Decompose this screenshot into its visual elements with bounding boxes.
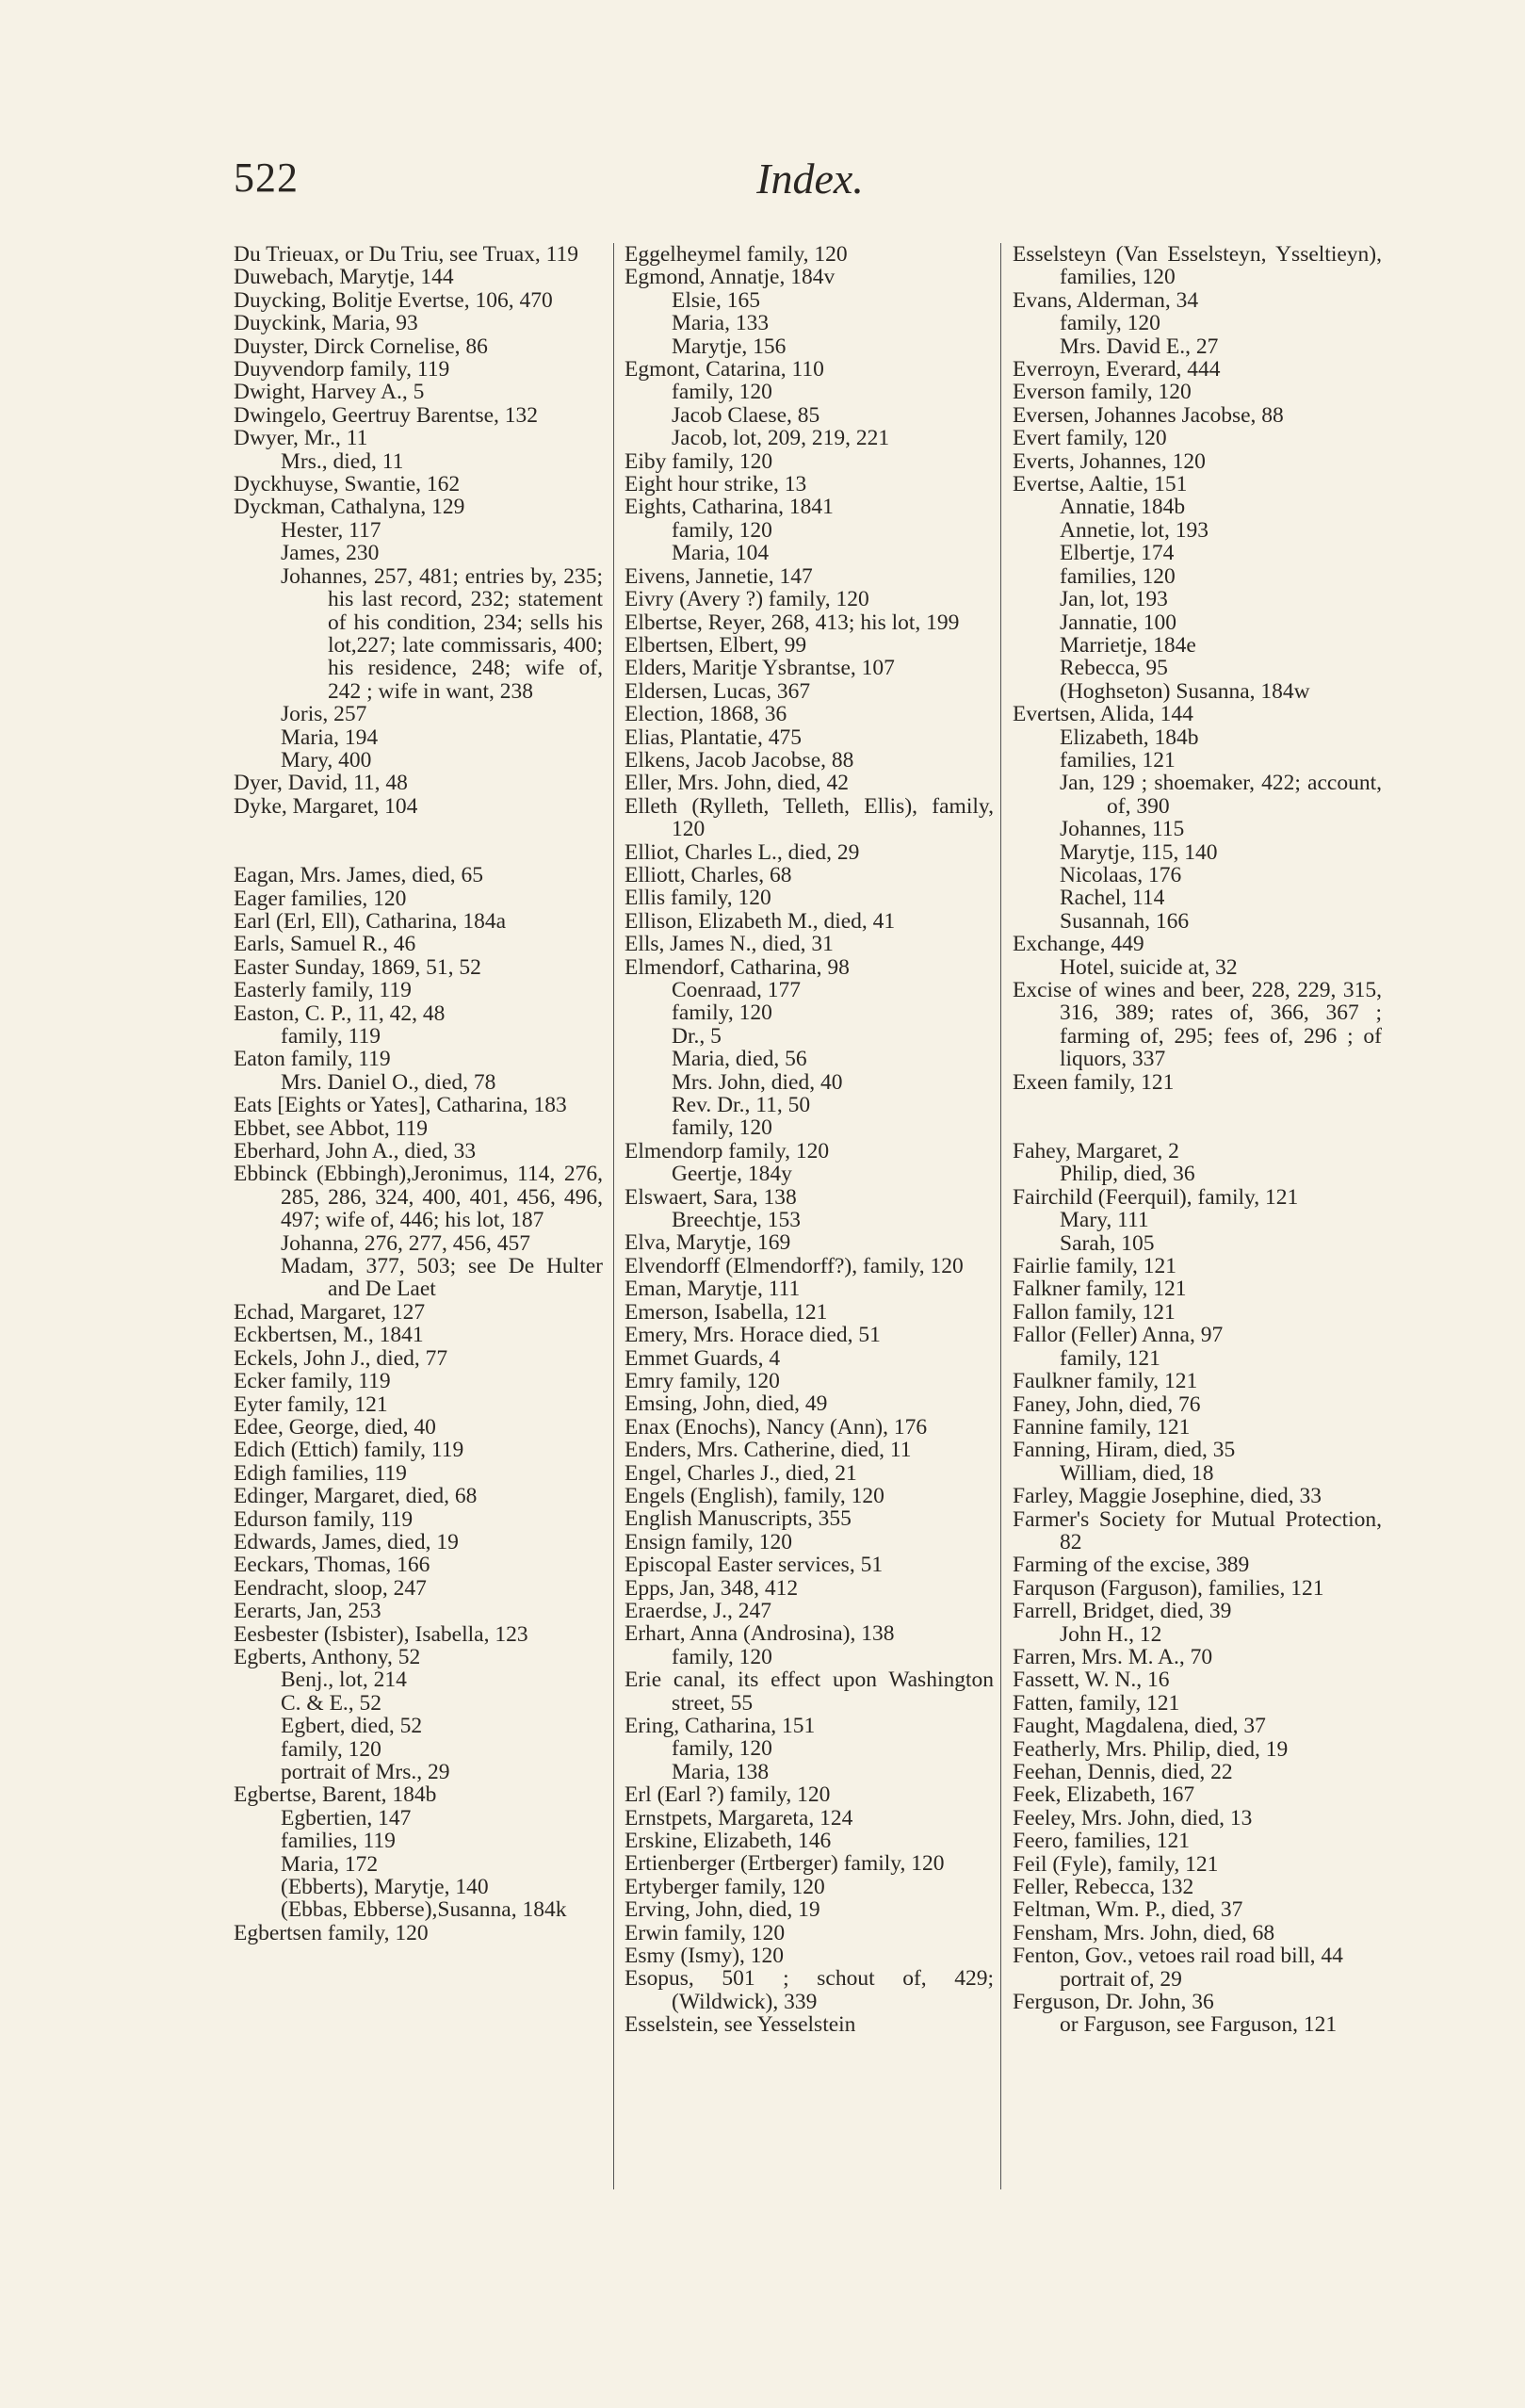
index-entry: Eaton family, 119	[234, 1047, 391, 1072]
index-entry: Edigh families, 119	[234, 1460, 407, 1486]
index-subentry: families, 121	[1060, 747, 1176, 773]
index-entry: Eman, Marytje, 111	[625, 1277, 801, 1302]
index-entry: Dyckhuyse, Swantie, 162	[234, 472, 461, 497]
index-subentry: Dr., 5	[672, 1023, 722, 1049]
index-subentry: William, died, 18	[1060, 1460, 1214, 1486]
index-subentry: Elsie, 165	[672, 287, 760, 313]
index-subentry: families, 119	[281, 1829, 396, 1854]
index-entry: Erl (Earl ?) family, 120	[625, 1782, 831, 1808]
index-entry: Eesbester (Isbister), Isabella, 123	[234, 1621, 528, 1647]
index-subentry: family, 120	[672, 1644, 772, 1669]
index-entry: Evans, Alderman, 34	[1013, 287, 1199, 313]
index-entry: Feltman, Wm. P., died, 37	[1013, 1897, 1243, 1923]
index-entry: Elva, Marytje, 169	[625, 1230, 791, 1256]
index-entry: Ebbinck (Ebbingh),Jeronimus, 114, 276, 285, 286, 324, 400, 401, 456, 496, 497; wife of, 446; his lot, 187	[234, 1162, 603, 1233]
index-entry: Egbertsen family, 120	[234, 1920, 429, 1945]
index-subentry: Mary, 400	[281, 747, 372, 773]
index-entry: Engels (English), family, 120	[625, 1483, 884, 1508]
index-entry: Feeley, Mrs. John, died, 13	[1013, 1805, 1253, 1830]
index-entry: Edurson family, 119	[234, 1506, 414, 1532]
index-entry: Eraerdse, J., 247	[625, 1598, 771, 1623]
index-entry: Feero, families, 121	[1013, 1829, 1190, 1854]
index-entry: Esselstein, see Yesselstein	[625, 2012, 856, 2038]
index-entry: Eight hour strike, 13	[625, 472, 807, 497]
index-entry: Elliot, Charles L., died, 29	[625, 839, 860, 865]
index-subentry: Marrietje, 184e	[1060, 632, 1196, 658]
index-entry: Eights, Catharina, 1841	[625, 495, 834, 520]
index-subentry: Rebecca, 95	[1060, 656, 1168, 681]
index-subentry: Mrs. David E., 27	[1060, 334, 1219, 359]
index-entry: Exchange, 449	[1013, 932, 1144, 957]
index-subentry: Sarah, 105	[1060, 1230, 1155, 1256]
index-subentry: Jannatie, 100	[1060, 610, 1176, 635]
index-entry: Edwards, James, died, 19	[234, 1529, 459, 1554]
index-entry: Emry family, 120	[625, 1368, 780, 1393]
index-subentry: Maria, 138	[672, 1759, 770, 1784]
index-subentry: Maria, 172	[281, 1851, 379, 1877]
index-entry: Ensign family, 120	[625, 1529, 792, 1554]
index-entry: Fannine family, 121	[1013, 1414, 1191, 1440]
index-entry: Farren, Mrs. M. A., 70	[1013, 1644, 1213, 1669]
page-title: Index.	[756, 155, 864, 203]
index-entry: Eiby family, 120	[625, 448, 773, 474]
index-entry: Du Trieuax, or Du Triu, see Truax, 119	[234, 242, 579, 267]
index-entry: Ellis family, 120	[625, 886, 771, 911]
index-entry: Echad, Margaret, 127	[234, 1299, 426, 1325]
index-entry: Earls, Samuel R., 46	[234, 932, 416, 957]
index-subentry: Jacob, lot, 209, 219, 221	[672, 426, 890, 451]
index-entry: Fatten, family, 121	[1013, 1690, 1180, 1716]
index-subentry: Hotel, suicide at, 32	[1060, 954, 1238, 980]
index-entry: Ellison, Elizabeth M., died, 41	[625, 908, 896, 934]
index-entry: Ering, Catharina, 151	[625, 1714, 816, 1738]
index-entry: Elders, Maritje Ysbrantse, 107	[625, 656, 895, 681]
index-subentry: family, 121	[1060, 1345, 1160, 1371]
index-entry: Elliott, Charles, 68	[625, 862, 792, 887]
index-entry: Esopus, 501 ; schout of, 429; (Wildwick), 339	[625, 1966, 994, 2014]
index-subentry: Susannah, 166	[1060, 908, 1190, 934]
index-subentry: family, 120	[672, 517, 772, 543]
index-entry: Episcopal Easter services, 51	[625, 1553, 884, 1578]
index-entry: Enax (Enochs), Nancy (Ann), 176	[625, 1414, 928, 1440]
index-subentry: Johanna, 276, 277, 456, 457	[281, 1230, 531, 1256]
index-entry: Eldersen, Lucas, 367	[625, 678, 811, 704]
index-entry: Duwebach, Marytje, 144	[234, 265, 454, 290]
index-subentry: Breechtje, 153	[672, 1208, 802, 1233]
index-entry: Evertse, Aaltie, 151	[1013, 472, 1188, 497]
index-entry: Elmendorf, Catharina, 98	[625, 954, 850, 980]
index-subentry: Geertje, 184y	[672, 1162, 792, 1187]
index-entry: Feller, Rebecca, 132	[1013, 1875, 1194, 1900]
index-subentry: Madam, 377, 503; see De Hulter and De Laet	[281, 1254, 603, 1302]
index-entry: Everson family, 120	[1013, 380, 1192, 405]
index-entry: Dyer, David, 11, 48	[234, 771, 408, 796]
index-subentry: or Farguson, see Farguson, 121	[1060, 2012, 1338, 2038]
index-entry: Farmer's Society for Mutual Protection, 82	[1013, 1506, 1382, 1554]
section-gap	[1013, 1094, 1382, 1140]
index-subentry: Elizabeth, 184b	[1060, 724, 1199, 750]
index-entry: Fairlie family, 121	[1013, 1254, 1177, 1279]
index-entry: Elswaert, Sara, 138	[625, 1184, 797, 1210]
index-entry: Dwyer, Mr., 11	[234, 426, 368, 451]
index-entry: Eberhard, John A., died, 33	[234, 1139, 477, 1164]
index-entry: Fassett, W. N., 16	[1013, 1668, 1170, 1693]
index-entry: Eversen, Johannes Jacobse, 88	[1013, 402, 1284, 428]
column-divider	[613, 243, 614, 2189]
index-subentry: portrait of Mrs., 29	[281, 1760, 450, 1784]
index-subentry: Annatie, 184b	[1060, 495, 1186, 520]
index-entry: Eats [Eights or Yates], Catharina, 183	[234, 1093, 567, 1118]
index-entry: Featherly, Mrs. Philip, died, 19	[1013, 1736, 1289, 1762]
index-entry: Eagan, Mrs. James, died, 65	[234, 863, 483, 888]
index-subentry: Annetie, lot, 193	[1060, 517, 1209, 543]
index-subentry: Jacob Claese, 85	[672, 402, 820, 428]
index-subentry: C. & E., 52	[281, 1690, 382, 1716]
index-subentry: family, 119	[281, 1024, 381, 1049]
index-entry: Farming of the excise, 389	[1013, 1553, 1250, 1578]
index-entry: Eggelheymel family, 120	[625, 242, 848, 267]
index-subentry: (Ebbas, Ebberse),Susanna, 184k	[281, 1897, 567, 1923]
index-entry: Feek, Elizabeth, 167	[1013, 1782, 1195, 1808]
index-entry: Edinger, Margaret, died, 68	[234, 1484, 478, 1509]
index-entry: Elbertse, Reyer, 268, 413; his lot, 199	[625, 610, 960, 635]
index-entry: Eerarts, Jan, 253	[234, 1599, 381, 1624]
index-subentry: Maria, 133	[672, 311, 770, 336]
index-entry: Ebbet, see Abbot, 119	[234, 1115, 429, 1141]
index-entry: Evert family, 120	[1013, 426, 1167, 451]
index-subentry: Coenraad, 177	[672, 978, 802, 1002]
index-entry: Faney, John, died, 76	[1013, 1391, 1201, 1417]
index-entry: Faulkner family, 121	[1013, 1369, 1198, 1394]
index-entry: Easter Sunday, 1869, 51, 52	[234, 954, 481, 980]
index-entry: Erskine, Elizabeth, 146	[625, 1829, 832, 1854]
index-entry: Eendracht, sloop, 247	[234, 1575, 427, 1601]
index-entry: Excise of wines and beer, 228, 229, 315, 316, 389; rates of, 366, 367 ; farming of, 295; fees of, 296 ; of liquors, 337	[1013, 978, 1382, 1072]
index-subentry: Joris, 257	[281, 702, 367, 727]
index-entry: Fallon family, 121	[1013, 1299, 1176, 1325]
index-entry: Ertyberger family, 120	[625, 1874, 825, 1899]
index-entry: Eivry (Avery ?) family, 120	[625, 587, 869, 612]
index-subentry: Egbertien, 147	[281, 1805, 412, 1830]
page-number: 522	[234, 155, 299, 201]
index-subentry: John H., 12	[1060, 1621, 1162, 1647]
index-subentry: (Ebberts), Marytje, 140	[281, 1875, 489, 1900]
index-subentry: portrait of, 29	[1060, 1966, 1182, 1992]
index-entry: Ernstpets, Margareta, 124	[625, 1805, 853, 1830]
index-entry: Elleth (Rylleth, Telleth, Ellis), family, 120	[625, 793, 994, 842]
index-subentry: Johannes, 115	[1060, 817, 1185, 842]
index-subentry: Benj., lot, 214	[281, 1668, 407, 1693]
index-subentry: Nicolaas, 176	[1060, 862, 1182, 887]
index-entry: Everroyn, Everard, 444	[1013, 357, 1221, 382]
index-subentry: family, 120	[1060, 311, 1160, 336]
index-subentry: Marytje, 156	[672, 334, 787, 359]
index-entry: Eyter family, 121	[234, 1391, 388, 1417]
index-entry: Easton, C. P., 11, 42, 48	[234, 1001, 446, 1026]
index-entry: Dyckman, Cathalyna, 129	[234, 495, 465, 520]
index-subentry: family, 120	[281, 1736, 381, 1762]
index-entry: Farrell, Bridget, died, 39	[1013, 1599, 1232, 1624]
index-entry: Eckels, John J., died, 77	[234, 1345, 448, 1371]
index-subentry: Maria, died, 56	[672, 1047, 807, 1072]
index-entry: Emmet Guards, 4	[625, 1345, 781, 1371]
index-entry: Emery, Mrs. Horace died, 51	[625, 1323, 881, 1348]
index-entry: Fanning, Hiram, died, 35	[1013, 1438, 1236, 1463]
index-subentry: Mary, 111	[1060, 1208, 1149, 1233]
index-entry: Enders, Mrs. Catherine, died, 11	[625, 1438, 912, 1463]
index-entry: Ertienberger (Ertberger) family, 120	[625, 1851, 945, 1877]
index-entry: English Manuscripts, 355	[625, 1506, 852, 1532]
index-subentry: James, 230	[281, 541, 380, 566]
index-entry: Falkner family, 121	[1013, 1277, 1187, 1302]
index-entry: Evertsen, Alida, 144	[1013, 702, 1193, 727]
index-entry: Erie canal, its effect upon Washington street, 55	[625, 1668, 994, 1716]
index-column-3	[1013, 243, 1382, 2037]
index-subentry: family, 120	[672, 1736, 772, 1762]
index-subentry: Mrs. John, died, 40	[672, 1069, 843, 1095]
index-subentry: Johannes, 257, 481; entries by, 235; his last record, 232; statement of his condition, 234; sells his lot,227; late commissaris, 400; his residence, 248; wife of, 242 ; wife in want, 238	[281, 563, 603, 704]
index-subentry: Elbertje, 174	[1060, 541, 1175, 566]
index-subentry: Hester, 117	[281, 517, 381, 543]
index-entry: Egmont, Catarina, 110	[625, 357, 824, 382]
index-entry: Easterly family, 119	[234, 978, 412, 1003]
index-entry: Engel, Charles J., died, 21	[625, 1460, 857, 1486]
index-column-1	[234, 243, 603, 1944]
index-subentry: family, 120	[672, 380, 772, 405]
index-entry: Duyvendorp family, 119	[234, 357, 450, 382]
index-entry: Eivens, Jannetie, 147	[625, 563, 813, 589]
index-entry: Elmendorp family, 120	[625, 1138, 830, 1163]
index-entry: Erving, John, died, 19	[625, 1897, 820, 1923]
index-entry: Dwingelo, Geertruy Barentse, 132	[234, 402, 539, 428]
index-entry: Ells, James N., died, 31	[625, 932, 834, 957]
index-entry: Faught, Magdalena, died, 37	[1013, 1714, 1266, 1739]
index-entry: Esmy (Ismy), 120	[625, 1944, 785, 1969]
index-entry: Edee, George, died, 40	[234, 1414, 436, 1440]
index-entry: Egbertse, Barent, 184b	[234, 1782, 437, 1808]
index-subentry: Rachel, 114	[1060, 886, 1165, 911]
index-subentry: Jan, lot, 193	[1060, 587, 1168, 612]
index-entry: Fensham, Mrs. John, died, 68	[1013, 1920, 1275, 1945]
index-subentry: (Hoghseton) Susanna, 184w	[1060, 678, 1310, 704]
index-entry: Egmond, Annatje, 184v	[625, 265, 836, 290]
column-divider	[1000, 243, 1001, 2189]
index-entry: Eller, Mrs. John, died, 42	[625, 771, 849, 796]
index-entry: Esselsteyn (Van Esselsteyn, Ysseltieyn), families, 120	[1013, 242, 1382, 290]
index-entry: Dwight, Harvey A., 5	[234, 380, 425, 405]
index-entry: Eeckars, Thomas, 166	[234, 1553, 430, 1578]
index-entry: Erwin family, 120	[625, 1920, 786, 1945]
index-entry: Edich (Ettich) family, 119	[234, 1438, 464, 1463]
index-entry: Elkens, Jacob Jacobse, 88	[625, 747, 854, 773]
index-entry: Eager families, 120	[234, 886, 407, 911]
index-entry: Feehan, Dennis, died, 22	[1013, 1760, 1233, 1784]
index-subentry: Egbert, died, 52	[281, 1714, 423, 1739]
index-entry: Ferguson, Dr. John, 36	[1013, 1990, 1214, 2015]
index-entry: Elias, Plantatie, 475	[625, 724, 802, 750]
index-subentry: Mrs. Daniel O., died, 78	[281, 1069, 496, 1095]
index-entry: Erhart, Anna (Androsina), 138	[625, 1621, 895, 1647]
index-subentry: Mrs., died, 11	[281, 448, 404, 474]
index-subentry: Maria, 104	[672, 541, 770, 566]
index-entry: Election, 1868, 36	[625, 702, 787, 727]
index-entry: Egberts, Anthony, 52	[234, 1644, 421, 1669]
index-entry: Dyke, Margaret, 104	[234, 793, 418, 819]
index-entry: Ecker family, 119	[234, 1369, 391, 1394]
index-entry: Eckbertsen, M., 1841	[234, 1323, 424, 1348]
index-entry: Elbertsen, Elbert, 99	[625, 632, 807, 658]
index-subentry: Philip, died, 36	[1060, 1162, 1195, 1187]
index-entry: Duycking, Bolitje Evertse, 106, 470	[234, 287, 553, 313]
index-entry: Everts, Johannes, 120	[1013, 448, 1206, 474]
index-entry: Fahey, Margaret, 2	[1013, 1139, 1179, 1164]
index-subentry: Marytje, 115, 140	[1060, 839, 1218, 865]
index-subentry: Rev. Dr., 11, 50	[672, 1093, 811, 1118]
index-entry: Elvendorff (Elmendorff?), family, 120	[625, 1253, 964, 1278]
index-entry: Fairchild (Feerquil), family, 121	[1013, 1184, 1299, 1210]
index-entry: Fenton, Gov., vetoes rail road bill, 44	[1013, 1944, 1343, 1969]
index-entry: Duyster, Dirck Cornelise, 86	[234, 334, 488, 359]
index-entry: Earl (Erl, Ell), Catharina, 184a	[234, 908, 507, 934]
index-column-2	[625, 243, 994, 2037]
index-subentry: Jan, 129 ; shoemaker, 422; account, of, 390	[1060, 771, 1382, 819]
index-subentry: family, 120	[672, 1115, 772, 1141]
section-gap	[234, 818, 603, 864]
index-entry: Feil (Fyle), family, 121	[1013, 1851, 1219, 1877]
index-entry: Farquson (Farguson), families, 121	[1013, 1575, 1324, 1601]
index-entry: Exeen family, 121	[1013, 1069, 1175, 1095]
index-entry: Fallor (Feller) Anna, 97	[1013, 1323, 1224, 1348]
index-entry: Emsing, John, died, 49	[625, 1391, 828, 1417]
index-subentry: family, 120	[672, 1001, 772, 1026]
index-entry: Emerson, Isabella, 121	[625, 1299, 828, 1325]
index-subentry: families, 120	[1060, 563, 1176, 589]
index-entry: Farley, Maggie Josephine, died, 33	[1013, 1484, 1322, 1509]
index-subentry: Maria, 194	[281, 724, 379, 750]
index-entry: Epps, Jan, 348, 412	[625, 1575, 799, 1601]
index-entry: Duyckink, Maria, 93	[234, 311, 418, 336]
